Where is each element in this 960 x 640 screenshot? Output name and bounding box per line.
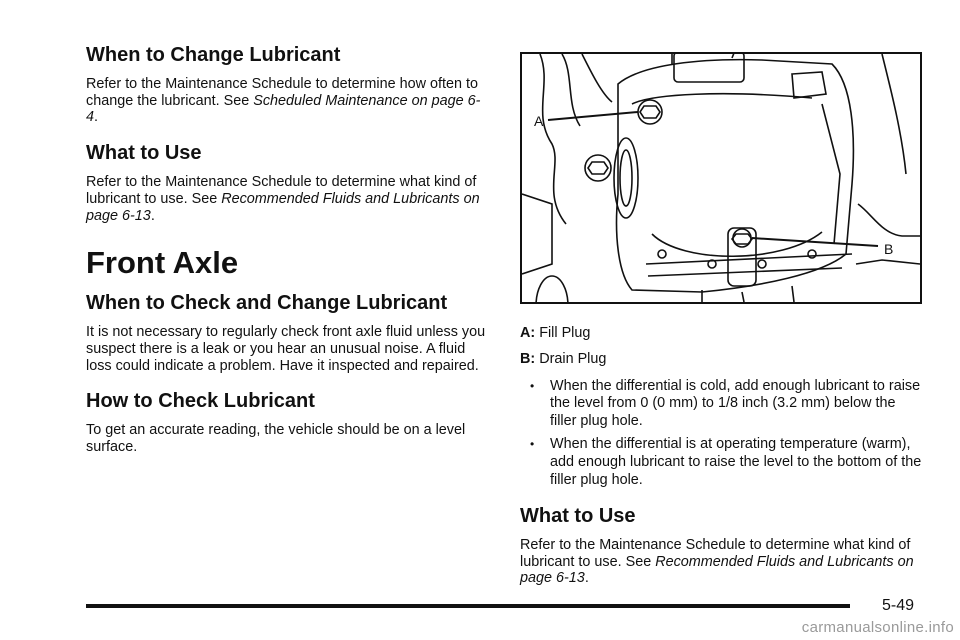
text: Refer to the Maintenance Schedule to determine what kind of lubricant to use. See [520,537,911,570]
watermark: carmanualsonline.info [801,619,954,636]
list-item-text: When the differential is cold, add enough lubricant to raise the level from 0 (0 mm) to 1/8 inch (3.2 mm) below the filler plug hole. [550,377,921,429]
list-item [520,378,924,431]
callout-value: Fill Plug [539,325,591,341]
section-title-front-axle: Front Axle [86,245,239,281]
reference-scheduled-maintenance: Scheduled Maintenance on page 6-4 [86,92,481,126]
paragraph-what-to-use-front [520,537,924,587]
heading-what-to-use-front: What to Use [520,505,636,528]
front-axle-illustration [520,52,922,304]
list-item [520,436,924,489]
text: . [150,207,155,224]
heading-how-to-check-lubricant: How to Check Lubricant [86,390,315,413]
callout-fill-plug [520,326,924,342]
heading-what-to-use: What to Use [86,142,202,165]
text: . [584,570,589,587]
callout-drain-plug [520,352,924,368]
paragraph-what-to-use [86,174,492,224]
callout-label-b: B [884,241,894,257]
footer-rule [86,604,850,608]
callout-key: B: [520,350,536,367]
text: . [94,109,99,126]
text: Refer to the Maintenance Schedule to determine how often to change the lubricant. See [86,76,478,109]
text: Refer to the Maintenance Schedule to determine what kind of lubricant to use. See [86,174,477,207]
instruction-list [520,378,924,489]
reference-recommended-fluids: Recommended Fluids and Lubricants on page 6-13 [520,553,914,587]
reference-recommended-fluids: Recommended Fluids and Lubricants on page 6-13 [86,190,480,224]
paragraph-change-lubricant [86,76,492,126]
callout-label-a: A [534,113,544,129]
left-column [86,44,492,468]
bullet-icon: • [530,378,535,393]
differential-drawing [522,54,920,302]
heading-when-to-check-and-change: When to Check and Change Lubricant [86,292,448,315]
page-number: 5-49 [882,597,915,614]
right-column [520,52,924,599]
bullet-icon: • [530,437,535,452]
paragraph-how-to-check: To get an accurate reading, the vehicle should be on a level surface. [86,422,466,456]
callout-value: Drain Plug [539,350,607,367]
callout-key: A: [520,325,536,341]
heading-when-to-change-lubricant: When to Change Lubricant [86,44,341,66]
list-item-text: When the differential is at operating temperature (warm), add enough lubricant to raise the level to the bottom of the filler plug hole. [550,436,922,488]
paragraph-check-and-change: It is not necessary to regularly check front axle fluid unless you suspect there is a leak or you hear an unusual noise. A fluid loss could indicate a problem. Have it inspected and repaired. [86,324,486,374]
